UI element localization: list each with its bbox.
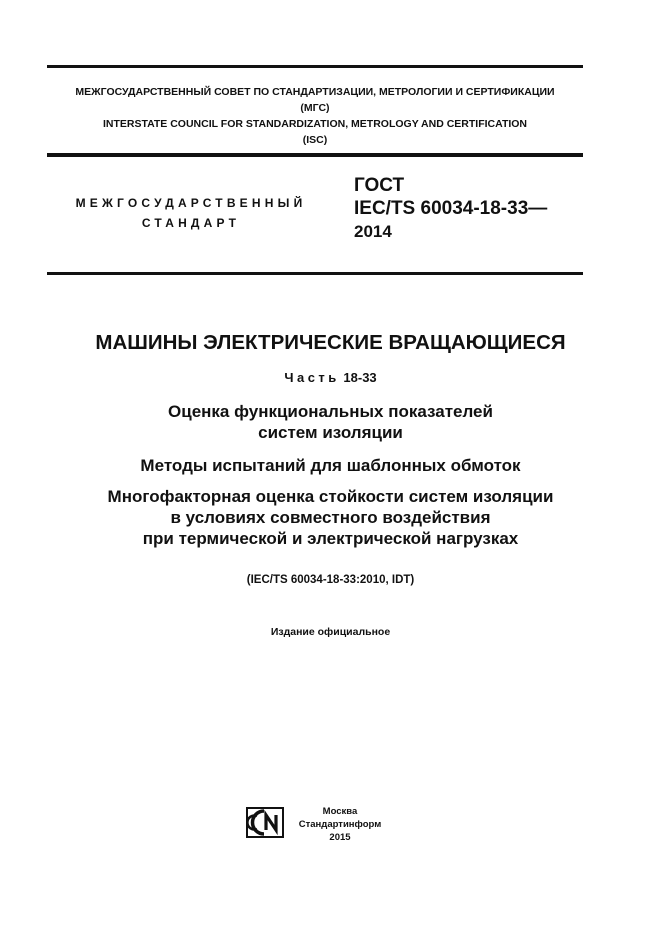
top-divider (47, 65, 583, 68)
council-header (47, 84, 583, 148)
document-title: МАШИНЫ ЭЛЕКТРИЧЕСКИЕ ВРАЩАЮЩИЕСЯ (95, 331, 566, 354)
publisher-name: Стандартинформ (298, 819, 382, 830)
subtitle-multifactor-line1: Многофакторная оценка стойкости систем изоляции (107, 487, 554, 506)
part-label: Часть (284, 370, 340, 385)
publisher-city: Москва (322, 806, 358, 817)
part-number: 18-33 (343, 370, 377, 385)
subtitle-performance-line2: систем изоляции (258, 423, 403, 442)
standartinform-logo (246, 807, 284, 838)
subtitle-performance-line1: Оценка функциональных показателей (168, 402, 493, 421)
subtitle-performance (20, 401, 641, 443)
part-heading (20, 369, 641, 387)
middle-divider (47, 153, 583, 157)
standard-designation (354, 174, 547, 243)
publisher-block (292, 805, 388, 844)
subtitle-multifactor-line3: при термической и электрической нагрузках (142, 529, 519, 548)
bottom-divider (47, 272, 583, 275)
iec-reference: (IEC/TS 60034-18-33:2010, IDT) (246, 574, 415, 586)
standard-number: IEC/TS 60034-18-33— (354, 198, 548, 219)
standard-year: 2014 (354, 222, 392, 241)
publication-year: 2015 (329, 832, 351, 843)
council-name-en: INTERSTATE COUNCIL FOR STANDARDIZATION, METROLOGY AND CERTIFICATION (102, 118, 528, 130)
gost-label: ГОСТ (354, 175, 405, 196)
council-abbr-ru: (МГС) (300, 102, 330, 114)
standard-type (68, 193, 314, 233)
council-name-ru: МЕЖГОСУДАРСТВЕННЫЙ СОВЕТ ПО СТАНДАРТИЗАЦИИ, МЕТРОЛОГИИ И СЕРТИФИКАЦИИ (75, 86, 555, 98)
standard-type-line2: СТАНДАРТ (141, 216, 241, 230)
official-edition-note: Издание официальное (270, 626, 391, 638)
council-abbr-en: (ISC) (302, 134, 328, 146)
subtitle-multifactor-line2: в условиях совместного воздействия (170, 508, 491, 527)
standard-type-line1: МЕЖГОСУДАРСТВЕННЫЙ (75, 196, 307, 210)
subtitle-multifactor (20, 486, 641, 549)
subtitle-test-methods (20, 455, 641, 476)
subtitle-test-methods-line1: Методы испытаний для шаблонных обмоток (140, 456, 521, 475)
